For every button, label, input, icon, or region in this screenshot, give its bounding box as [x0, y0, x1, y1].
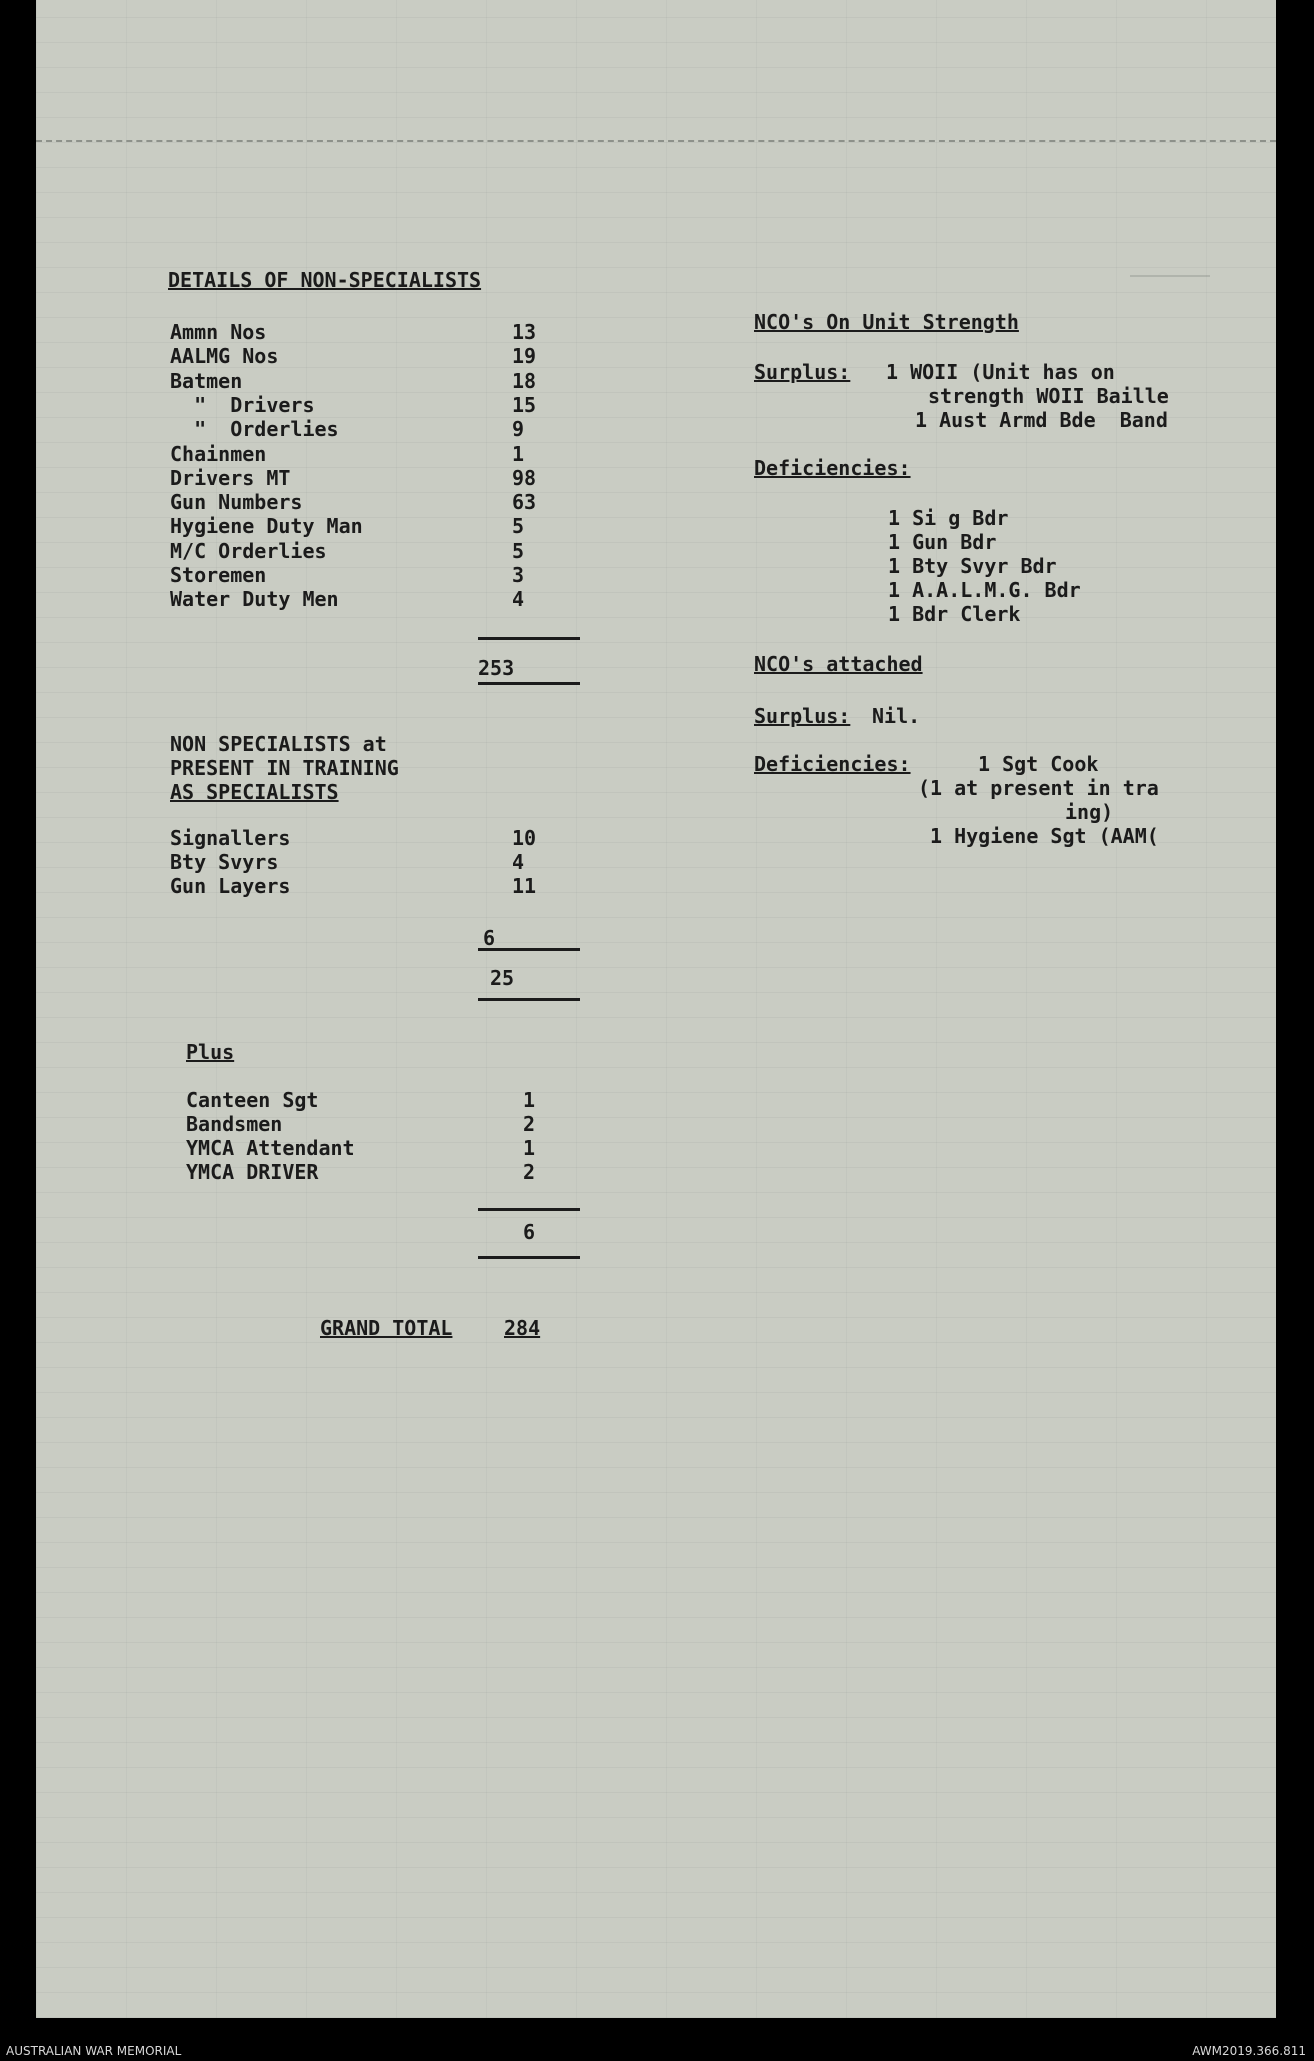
footer-accession-number: AWM2019.366.811 — [1192, 2044, 1306, 2058]
left-row-value: 9 — [512, 417, 525, 442]
left-row-value: 18 — [512, 368, 537, 393]
left-row-label: Drivers MT — [170, 465, 291, 490]
plus-row-value: 1 — [523, 1088, 536, 1112]
plus-heading: Plus — [186, 1040, 235, 1064]
training-struck-value: 6 — [483, 926, 496, 950]
training-row-value: 4 — [512, 850, 525, 874]
left-row-label: Water Duty Men — [170, 587, 339, 612]
plus-row-value: 2 — [523, 1160, 536, 1184]
plus-rule — [478, 1208, 580, 1211]
surplus-label: Surplus: — [754, 360, 851, 384]
show-through-mark — [1130, 245, 1210, 277]
surplus-line-2: strength WOII Baille — [928, 384, 1169, 408]
left-row-label: Hygiene Duty Man — [170, 514, 363, 539]
plus-underline — [478, 1256, 580, 1259]
left-row-label: Storemen — [170, 563, 267, 587]
left-row-value: 4 — [512, 587, 525, 612]
left-row-value: 1 — [512, 441, 525, 466]
deficiency-2-line-3: ing) — [1065, 800, 1114, 824]
deficiencies-2-label: Deficiencies: — [754, 752, 911, 776]
left-row-label: M/C Orderlies — [170, 538, 327, 563]
grand-total-label: GRAND TOTAL — [320, 1316, 453, 1340]
document-page — [36, 0, 1276, 2018]
training-underline — [478, 998, 580, 1001]
left-row-label: Chainmen — [170, 441, 267, 466]
training-row-value: 10 — [512, 826, 537, 850]
grand-total-value: 284 — [504, 1316, 541, 1340]
non-specialists-heading: DETAILS OF NON-SPECIALISTS — [168, 268, 482, 292]
plus-row-label: Canteen Sgt — [186, 1088, 319, 1112]
left-row-value: 15 — [512, 392, 537, 417]
left-row-label: Ammn Nos — [170, 320, 267, 344]
plus-row-label: YMCA Attendant — [186, 1136, 355, 1160]
left-row-value: 13 — [512, 320, 537, 344]
plus-row-value: 2 — [523, 1112, 536, 1136]
training-heading-line-1: NON SPECIALISTS at — [170, 732, 387, 756]
deficiency-2-line-4: 1 Hygiene Sgt (AAM( — [930, 824, 1159, 848]
perforation-line — [36, 140, 1276, 142]
training-row-label: Gun Layers — [170, 874, 291, 898]
plus-row-label: Bandsmen — [186, 1112, 283, 1136]
surplus-line-1: 1 WOII (Unit has on — [886, 360, 1115, 384]
deficiency-line: 1 Si g Bdr — [888, 506, 1009, 530]
left-row-value: 19 — [512, 344, 537, 369]
training-heading-line-2: PRESENT IN TRAINING — [170, 756, 399, 780]
deficiencies-label: Deficiencies: — [754, 456, 911, 480]
subtotal-rule — [478, 637, 580, 640]
footer-credit: AUSTRALIAN WAR MEMORIAL — [6, 2044, 182, 2058]
left-row-label: AALMG Nos — [170, 344, 279, 369]
deficiency-line: 1 Gun Bdr — [888, 530, 997, 554]
training-rule — [478, 948, 580, 951]
left-row-value: 5 — [512, 538, 525, 563]
plus-row-value: 1 — [523, 1136, 536, 1160]
surplus-2-value: Nil. — [872, 704, 921, 728]
training-total: 25 — [490, 966, 515, 990]
deficiency-line: 1 Bty Svyr Bdr — [888, 554, 1057, 578]
subtotal-underline — [478, 682, 580, 685]
deficiency-line: 1 Bdr Clerk — [888, 602, 1021, 626]
left-row-value: 98 — [512, 465, 537, 490]
left-row-value: 5 — [512, 514, 525, 539]
plus-total: 6 — [523, 1220, 536, 1244]
deficiency-2-line-1: 1 Sgt Cook — [978, 752, 1099, 776]
surplus-2-label: Surplus: — [754, 704, 851, 728]
training-row-value: 11 — [512, 874, 537, 898]
left-row-label: Gun Numbers — [170, 490, 303, 515]
deficiency-line: 1 A.A.L.M.G. Bdr — [888, 578, 1081, 602]
left-row-label: " Drivers — [170, 392, 315, 417]
left-row-value: 3 — [512, 563, 525, 587]
nco-attached-heading: NCO's attached — [754, 652, 923, 676]
surplus-line-3: 1 Aust Armd Bde Band — [915, 408, 1168, 432]
left-row-label: " Orderlies — [170, 417, 339, 442]
deficiency-2-line-2: (1 at present in tra — [918, 776, 1159, 800]
training-row-label: Bty Svyrs — [170, 850, 279, 874]
training-row-label: Signallers — [170, 826, 291, 850]
left-row-label: Batmen — [170, 368, 243, 393]
nco-unit-strength-heading: NCO's On Unit Strength — [754, 310, 1019, 334]
subtotal-value: 253 — [478, 656, 515, 680]
training-heading-line-3: AS SPECIALISTS — [170, 780, 339, 804]
left-row-value: 63 — [512, 490, 537, 515]
plus-row-label: YMCA DRIVER — [186, 1160, 319, 1184]
